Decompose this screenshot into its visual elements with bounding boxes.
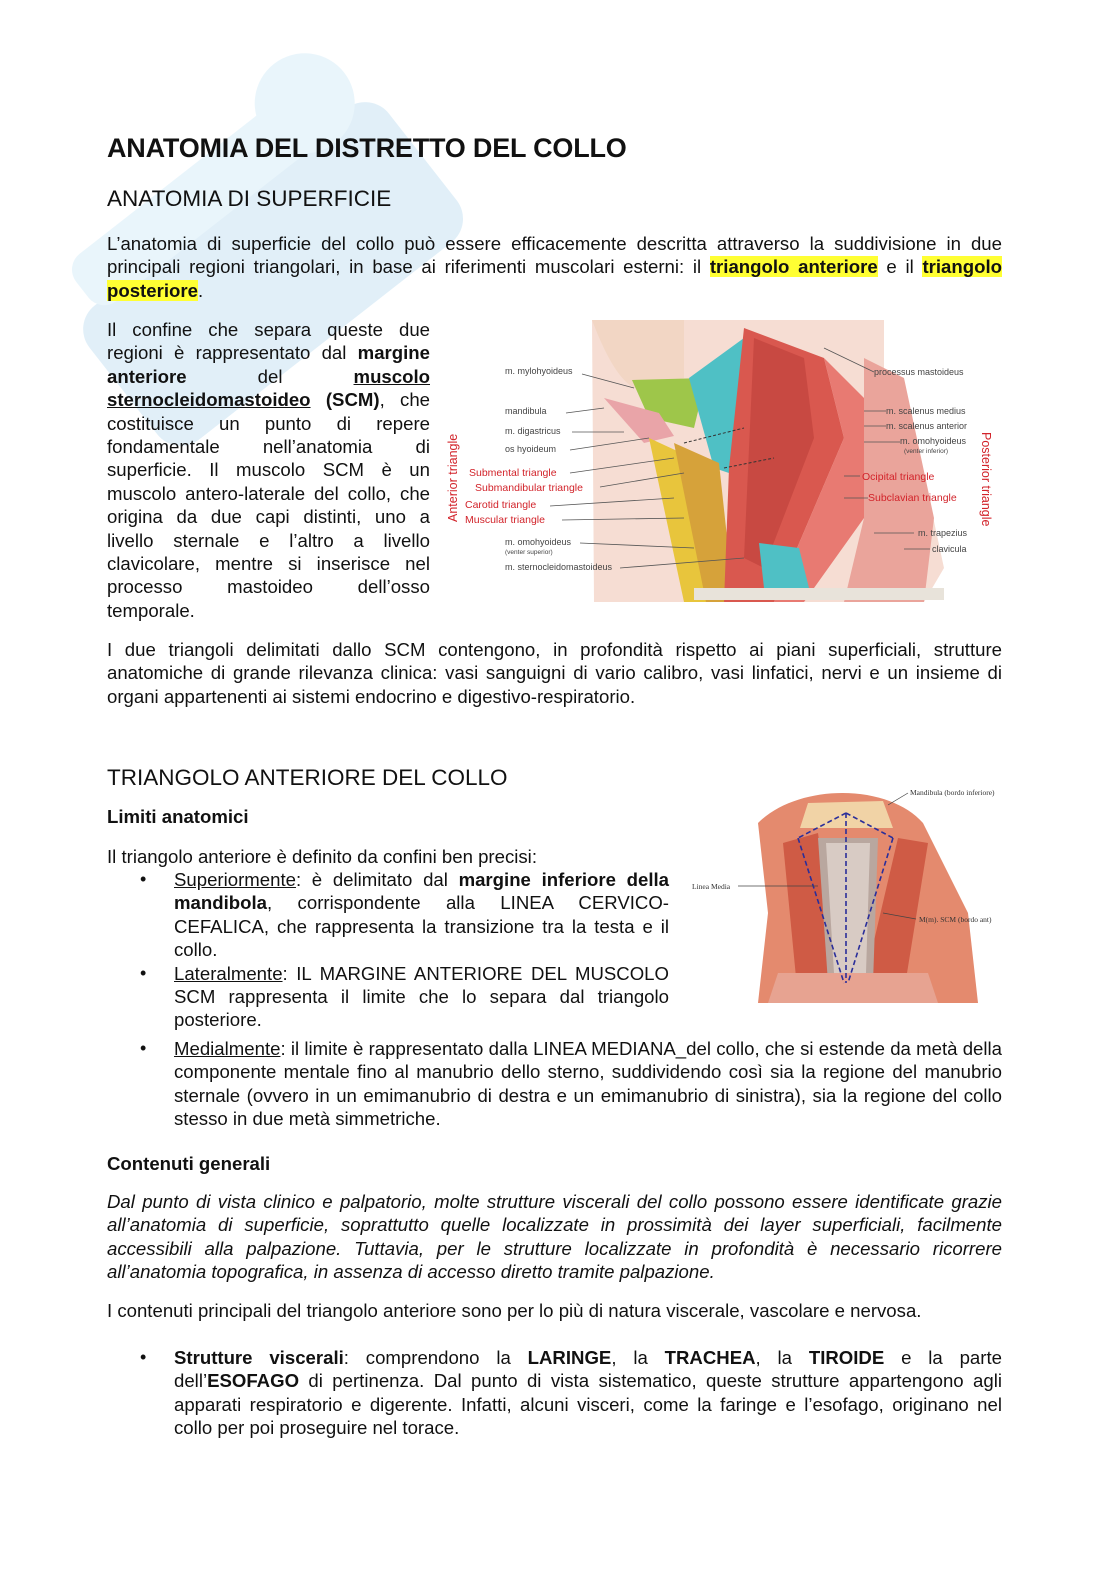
label-scm: m. sternocleidomastoideus: [505, 562, 613, 572]
label-venter-inferior: (venter inferior): [904, 448, 949, 455]
highlight-anteriore: triangolo anteriore: [709, 256, 878, 278]
scm-description-paragraph: Il confine che separa queste due regioni è rappresentato dal margine anteriore del muscolo sternocleidomastoideo (SCM), che costituisce un punto di repere fondamentale nell’anatomia di superficie. Il muscolo SCM è un muscolo antero-laterale del collo, che origina da due capi distinti, uno a livello sternale e l’altro a livello clavicolare, mentre si inserisce nel processo mastoideo dell’osso temporale.: [107, 319, 431, 621]
anterior-triangle-figure: [688, 783, 1006, 1007]
clinical-italic-paragraph: Dal punto di vista clinico e palpatorio, molte strutture viscerali del collo possono essere identificate grazie all’anatomia di superficie, soprattutto quelle localizzate in prossimità dei layer superficiali, facilmente accessibili alla palpazione. Tuttavia, per le strutture localizzate in profondità è necessario ricorrere all’anatomia topografica, in assenza di accesso diretto tramite palpazione.: [107, 1191, 1002, 1283]
contents-summary-paragraph: I contenuti principali del triangolo anteriore sono per lo più di natura viscerale, vascolare e nervosa.: [107, 1300, 922, 1321]
list-item: • Lateralmente: IL MARGINE ANTERIORE DEL MUSCOLO SCM rappresenta il limite che lo separa dal triangolo posteriore.: [107, 962, 669, 1032]
label-digastricus: m. digastricus: [505, 426, 561, 436]
contents-list: [107, 1346, 1002, 1440]
label-scalenus-anterior: m. scalenus anterior: [886, 421, 968, 431]
label-processus-mastoideus: processus mastoideus: [874, 367, 964, 377]
limits-list-upper: [107, 868, 669, 1032]
subheading-limiti-anatomici: Limiti anatomici: [107, 806, 249, 827]
triangles-contents-paragraph: I due triangoli delimitati dallo SCM contengono, in profondità rispetto ai piani superficiali, strutture anatomiche di grande rilevanza clinica: vasi sanguigni di vario calibro, vasi linfatici, nervi e un insieme di organi appartenenti ai sistemi endocrino e digestivo-respiratorio.: [107, 639, 1002, 707]
section-heading-triangolo-anteriore: TRIANGOLO ANTERIORE DEL COLLO: [107, 765, 508, 790]
label-venter-superior: (venter superior): [505, 549, 553, 556]
neck-triangles-diagram: [444, 318, 1004, 606]
list-item: • Strutture viscerali: comprendono la LARINGE, la TRACHEA, la TIROIDE e la parte dell’ESOFAGO di pertinenza. Dal punto di vista sistematico, queste strutture appartengono agli apparati respiratorio e digerente. Infatti, alcuni visceri, come la faringe e l’esofago, originano nel collo per poi proseguire nel torace.: [107, 1346, 1002, 1440]
label-linea-media: Linea Media: [692, 882, 731, 891]
label-subclavian-triangle: Subclavian triangle: [868, 492, 957, 504]
label-scm-bordo-ant: M(m). SCM (bordo ant): [919, 915, 992, 924]
label-scalenus-medius: m. scalenus medius: [886, 406, 966, 416]
label-submandibular-triangle: Submandibular triangle: [475, 482, 583, 494]
limits-list-lower: [107, 1037, 1002, 1131]
label-mandibula-bordo: Mandibula (bordo inferiore): [910, 788, 995, 797]
list-item: • Superiormente: è delimitato dal margine inferiore della mandibola, corrispondente alla LINEA CERVICO-CEFALICA, che rappresenta la transizione tra la testa e il collo.: [107, 868, 669, 962]
label-trapezius: m. trapezius: [918, 528, 968, 538]
label-carotid-triangle: Carotid triangle: [465, 499, 537, 511]
anterior-triangle-side-label: Anterior triangle: [446, 433, 460, 522]
label-omohyoideus-sup: m. omohyoideus: [505, 537, 572, 547]
label-omohyoideus-inf: m. omohyoideus: [900, 436, 967, 446]
label-mandibula: mandibula: [505, 406, 547, 416]
label-clavicula: clavicula: [932, 544, 967, 554]
label-muscular-triangle: Muscular triangle: [465, 514, 545, 526]
section-heading-superficie: ANATOMIA DI SUPERFICIE: [107, 186, 392, 211]
list-item: • Medialmente: il limite è rappresentato dalla LINEA MEDIANA_del collo, che si estende da metà della componente mentale fino al manubrio dello sterno, suddividendo così sia la regione del manubrio sternale (ovvero in un emimanubrio di destra e un emimanubrio di sinistra), sia la regione del collo stesso in due metà simmetriche.: [107, 1037, 1002, 1131]
limits-lead: Il triangolo anteriore è definito da confini ben precisi:: [107, 846, 537, 867]
page-title: ANATOMIA DEL DISTRETTO DEL COLLO: [107, 133, 627, 163]
label-occipital-triangle: Ocipital triangle: [862, 471, 935, 483]
subheading-contenuti-generali: Contenuti generali: [107, 1153, 271, 1174]
label-submental-triangle: Submental triangle: [469, 467, 557, 479]
label-os-hyoideum: os hyoideum: [505, 444, 557, 454]
intro-paragraph: L’anatomia di superficie del collo può essere efficacemente descritta attraverso la suddivisione in due principali regioni triangolari, in base ai riferimenti muscolari esterni: il triangolo anteriore e il triangolo posteriore.: [107, 233, 1002, 301]
neck-triangles-figure: [444, 318, 1004, 606]
label-mylohyoideus: m. mylohyoideus: [505, 366, 573, 376]
anterior-triangle-diagram: [688, 783, 1006, 1007]
posterior-triangle-side-label: Posterior triangle: [979, 432, 993, 527]
highlight-posteriore: triangolo posteriore: [107, 256, 1002, 301]
